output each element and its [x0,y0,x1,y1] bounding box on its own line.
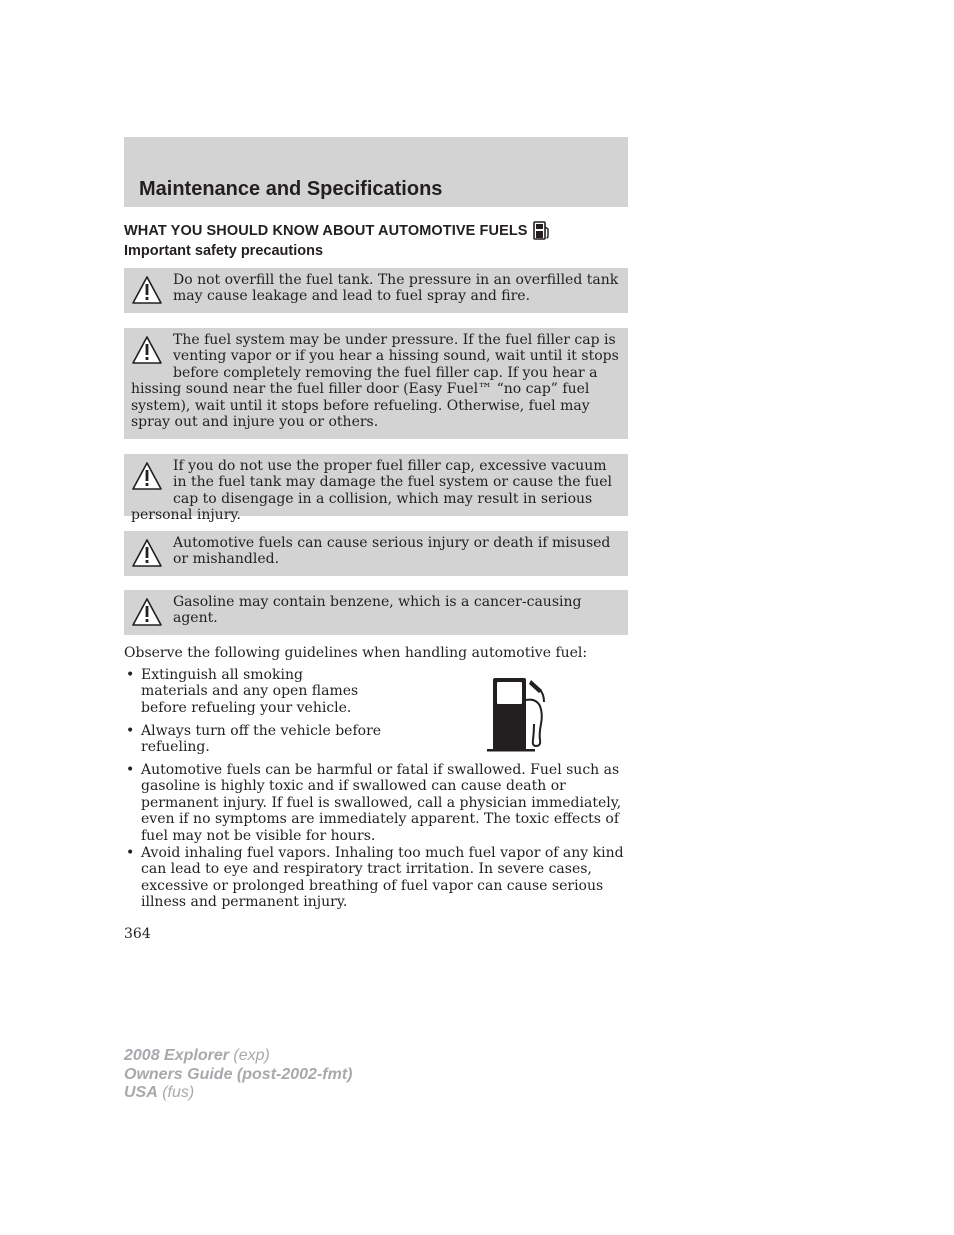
warning-box-5 [124,590,628,635]
list-item [124,667,374,716]
warning-triangle-icon [131,461,163,491]
list-item [124,762,628,844]
warning-text-5: Gasoline may contain benzene, which is a cancer-causing agent. [173,594,582,627]
bullet-marker: • [126,667,135,683]
bullet-marker: • [126,845,135,861]
bullet-marker: • [126,723,135,739]
footer [124,1047,352,1103]
bullet-text-2: Always turn off the vehicle before refueling. [141,723,382,756]
warning-box-4 [124,531,628,576]
section-heading-text: WHAT YOU SHOULD KNOW ABOUT AUTOMOTIVE FUELS [124,223,528,239]
warning-triangle-icon [131,597,163,627]
section-heading [124,221,551,241]
fuel-pump-illustration-icon [484,676,550,754]
list-item [124,845,628,911]
fuel-pump-icon [533,221,551,241]
bullet-text-3: Automotive fuels can be harmful or fatal if swallowed. Fuel such as gasoline is highly toxic and if swallowed can cause death or permanent injury. If fuel is swallowed, call a physician immediately, even if no symptoms are immediately apparent. The toxic effects of fuel may not be visible for hours. [141,762,622,844]
warning-triangle-icon [131,538,163,568]
bullet-marker: • [126,762,135,778]
bullet-text-1: Extinguish all smoking materials and any open flames before refueling your vehicle. [141,667,359,716]
warning-text-1: Do not overfill the fuel tank. The pressure in an overfilled tank may cause leakage and lead to fuel spray and fire. [173,272,619,305]
footer-line-2: Owners Guide (post-2002-fmt) [124,1065,353,1083]
warning-text-3: If you do not use the proper fuel filler cap, excessive vacuum in the fuel tank may damage the fuel system or cause the fuel cap to disengage in a collision, which may result in serious personal injury. [131,458,613,524]
warning-triangle-icon [131,275,163,305]
list-item [124,723,384,756]
warning-box-3 [124,454,628,524]
warning-text-2: The fuel system may be under pressure. If the fuel filler cap is venting vapor or if you hear a hissing sound, wait until it stops before completely removing the fuel filler cap. If you hear a hissing sound near the fuel filler door (Easy Fuel™ “no cap” fuel system), wait until it stops before refueling. Otherwise, fuel may spray out and injure you or others. [131,332,619,431]
page-title: Maintenance and Specifications [139,178,443,200]
warning-box-1 [124,268,628,313]
header-band [124,137,628,207]
footer-line-3: USA (fus) [124,1084,195,1101]
footer-line-1: 2008 Explorer (exp) [124,1047,270,1064]
sub-heading: Important safety precautions [124,243,324,259]
guidelines-intro: Observe the following guidelines when handling automotive fuel: [124,645,588,661]
warning-triangle-icon [131,335,163,365]
page-number: 364 [124,926,151,942]
warning-box-2 [124,328,628,439]
bullet-text-4: Avoid inhaling fuel vapors. Inhaling too much fuel vapor of any kind can lead to eye and respiratory tract irritation. In severe cases, excessive or prolonged breathing of fuel vapor can cause serious illness and permanent injury. [141,845,624,911]
warning-text-4: Automotive fuels can cause serious injury or death if misused or mishandled. [173,535,611,568]
